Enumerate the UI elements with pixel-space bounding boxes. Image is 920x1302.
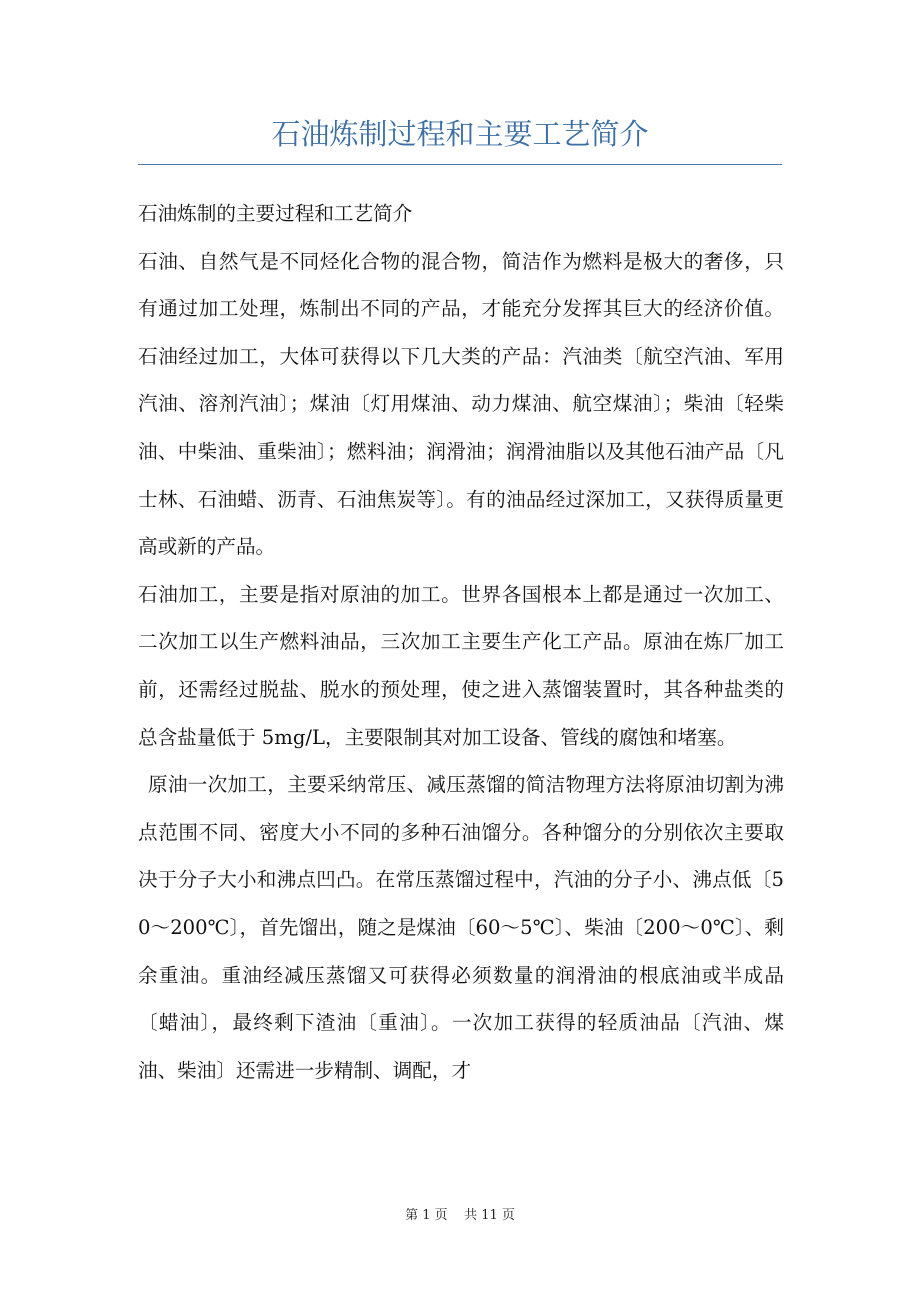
page-footer: 第 1 页 共 11 页 — [405, 1208, 515, 1223]
paragraph: 石油、自然气是不同烃化合物的混合物，简洁作为燃料是极大的奢侈，只有通过加工处理，炼制出不同的产品，才能充分发挥其巨大的经济价值。石油经过加工，大体可获得以下几大类的产品：汽油类〔航空汽油、军用汽油、溶剂汽油〕；煤油〔灯用煤油、动力煤油、航空煤油〕；柴油〔轻柴油、中柴油、重柴油〕；燃料油；润滑油；润滑油脂以及其他石油产品〔凡士林、石油蜡、沥青、石油焦炭等〕。有的油品经过深加工，又获得质量更高或新的产品。 — [138, 249, 784, 559]
title-underline — [138, 164, 782, 165]
section-heading: 石油炼制的主要过程和工艺简介 — [138, 202, 413, 225]
document-title: 石油炼制过程和主要工艺简介 — [271, 117, 649, 151]
document-body — [138, 190, 784, 1094]
paragraph: 石油加工，主要是指对原油的加工。世界各国根本上都是通过一次加工、二次加工以生产燃料油品，三次加工主要生产化工产品。原油在炼厂加工前，还需经过脱盐、脱水的预处理，使之进入蒸馏装置时，其各种盐类的总含盐量低于 5mg/L，主要限制其对加工设备、管线的腐蚀和堵塞。 — [138, 582, 784, 749]
paragraph: 原油一次加工，主要采纳常压、减压蒸馏的简洁物理方法将原油切割为沸点范围不同、密度大小不同的多种石油馏分。各种馏分的分别依次主要取决于分子大小和沸点凹凸。在常压蒸馏过程中，汽油的分子小、沸点低〔50～200℃〕，首先馏出，随之是煤油〔60～5℃〕、柴油〔200～0℃〕、剩余重油。重油经减压蒸馏又可获得必须数量的润滑油的根底油或半成品〔蜡油〕，最终剩下渣油〔重油〕。一次加工获得的轻质油品〔汽油、煤油、柴油〕还需进一步精制、调配，才 — [138, 773, 784, 1082]
